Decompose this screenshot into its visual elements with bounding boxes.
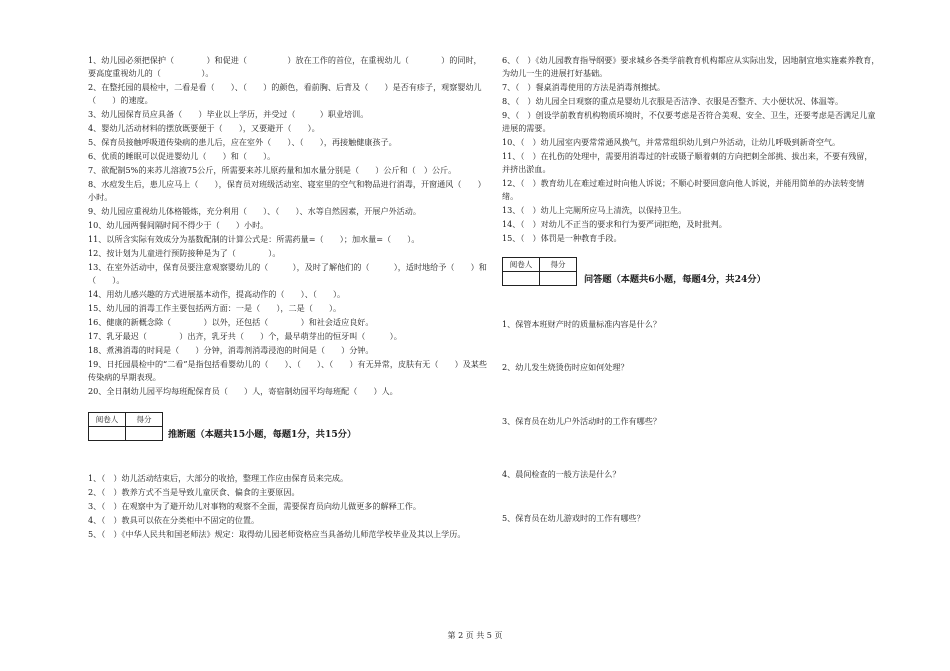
judge-questions-right [502, 54, 880, 245]
judge-question: 5、（ ）《中华人民共和国老师法》规定：取得幼儿园老师资格应当具备幼儿师范学校毕业及其以上学历。 [88, 529, 466, 540]
question: 11、以所含实际有效成分为基数配制的计算公式是：所需药量=（ ）；加水量=（ ）。 [88, 234, 420, 245]
question: 2、在整托园的晨检中，二看是看（ ）、（ ）的颜色，看前胸、后背及（ ）是否有疹子，观察婴幼儿（ ）的速度。 [88, 82, 482, 106]
question: 3、幼儿园保育员应具备（ ）毕业以上学历，并受过（ ）职业培训。 [88, 109, 369, 120]
grader-label: 阅卷人 [89, 413, 126, 427]
qa-question: 5、保育员在幼儿游戏时的工作有哪些？ [502, 513, 645, 524]
qa-section-header [502, 257, 880, 286]
right-column [502, 54, 880, 526]
question: 1、幼儿园必须把保护（ ）和促进（ ）放在工作的首位，在重视幼儿（ ）的同时，要高度重视幼儿的（ ）。 [88, 55, 482, 79]
question: 16、健康的新概念除（ ）以外，还包括（ ）和社会适应良好。 [88, 317, 374, 328]
judge-section-header [88, 412, 488, 441]
score-label: 得分 [126, 413, 163, 427]
question: 10、幼儿园两餐间隔时间不得少于（ ）小时。 [88, 220, 269, 231]
grader-cell[interactable] [89, 427, 126, 441]
score-box [88, 412, 163, 441]
question: 20、全日制幼儿园平均每班配保育员（ ）人，寄宿制幼园平均每班配（ ）人。 [88, 386, 398, 397]
judge-question: 1、（ ）幼儿活动结束后，大部分的收拾，整理工作应由保育员来完成。 [88, 473, 349, 484]
judge-questions-left [88, 472, 488, 541]
qa-section-title: 问答题（本题共6小题，每题4分，共24分） [584, 274, 766, 286]
judge-question: 10、（ ）幼儿园室内要常常通风换气，并常常组织幼儿到户外活动，让幼儿呼吸到新奇空气。 [502, 137, 841, 148]
score-cell[interactable] [126, 427, 163, 441]
question: 12、按计划为儿童进行预防接种是为了（ ）。 [88, 248, 281, 259]
judge-question: 4、（ ）教具可以依在分类柜中不固定的位置。 [88, 515, 260, 526]
score-label: 得分 [540, 258, 577, 272]
judge-question: 15、（ ）体罚是一种教育手段。 [502, 233, 622, 244]
score-cell[interactable] [540, 272, 577, 286]
qa-question: 4、晨间检查的一般方法是什么？ [502, 469, 621, 480]
judge-question: 11、（ ）在扎伤的处理中，需要用消毒过的针或镊子顺着刺的方向把刺全部挑、拔出来，不要有残留，并挤出淤血。 [502, 151, 873, 175]
qa-question: 3、保育员在幼儿户外活动时的工作有哪些？ [502, 416, 661, 427]
question: 19、日托园晨检中的“二看”是指包括看婴幼儿的（ ）、（ ）、（ ）有无异常，皮肤有无（ ）及某些传染病的早期表现。 [88, 359, 487, 383]
judge-question: 14、（ ）对幼儿不正当的要求和行为要严词拒绝，及时批判。 [502, 219, 727, 230]
judge-question: 2、（ ）教养方式不当是导致儿童厌食、偏食的主要原因。 [88, 487, 300, 498]
judge-question: 12、（ ）教育幼儿在难过难过时向他人诉说；不顺心时要回意向他人诉说，并能用简单的办法转变情绪。 [502, 178, 865, 202]
grader-label: 阅卷人 [503, 258, 540, 272]
score-box [502, 257, 577, 286]
question: 18、煮沸消毒的时间是（ ）分钟，消毒剂消毒浸泡的时间是（ ）分钟。 [88, 345, 374, 356]
question: 5、保育员接触呼吸道传染病的患儿后，应在室外（ ）、（ ），再接触健康孩子。 [88, 137, 397, 148]
judge-question: 6、（ ）《幼儿园教育指导纲要》要求城乡各类学前教育机构都应从实际出发，因地制宜地实施素养教育，为幼儿一生的进展打好基础。 [502, 55, 880, 79]
page-footer: 第 2 页 共 5 页 [447, 631, 503, 640]
judge-question: 3、（ ）在观察中为了避开幼儿对事物的观察不全面，需要保育员向幼儿做更多的解释工作。 [88, 501, 421, 512]
qa-questions [502, 318, 880, 525]
judge-question: 7、（ ）餐桌消毒使用的方法是消毒剂擦拭。 [502, 82, 665, 93]
question: 7、欲配制5%的来苏儿溶液75公斤，所需要来苏儿原药量和加水量分别是（ ）公斤和（ ）公斤。 [88, 165, 457, 176]
judge-question: 9、（ ）创设学前教育机构物质环境时，不仅要考虑是否符合美观、安全、卫生，还要考虑是否满足儿童进展的需要。 [502, 110, 876, 134]
question: 14、用幼儿感兴趣的方式进展基本动作，提高动作的（ ）、（ ）。 [88, 289, 346, 300]
judge-question: 13、（ ）幼儿上完厕所应马上清洗，以保持卫生。 [502, 205, 687, 216]
question: 6、优质的睡眠可以促进婴幼儿（ ）和（ ）。 [88, 151, 276, 162]
judge-question: 8、（ ）幼儿园全日观察的重点是婴幼儿衣服是否洁净、衣服是否整齐、大小便状况、体温等。 [502, 96, 844, 107]
question: 15、幼儿园的消毒工作主要包括两方面：一是（ ），二是（ ）。 [88, 303, 342, 314]
question: 4、婴幼儿活动材料的摆放既要便于（ ），又要避开（ ）。 [88, 123, 320, 134]
question: 17、乳牙最迟（ ）出齐，乳牙共（ ）个，最早萌芽出的恒牙叫（ ）。 [88, 331, 402, 342]
judge-section-title: 推断题（本题共15小题，每题1分，共15分） [168, 429, 357, 441]
left-column [88, 54, 488, 542]
question: 13、在室外活动中，保育员要注意观察婴幼儿的（ ），及时了解他们的（ ），适时地给予（ ）和（ ）。 [88, 262, 487, 286]
fill-in-questions [88, 54, 488, 398]
qa-question: 1、保管本班财产时的质量标准内容是什么？ [502, 319, 661, 330]
question: 8、水痘发生后，患儿应马上（ ），保育员对班级活动室、寝室里的空气和物品进行消毒，开窗通风（ ）小时。 [88, 179, 486, 203]
question: 9、幼儿园应重视幼儿体格锻炼，充分利用（ ）、（ ）、水等自然因素，开展户外活动。 [88, 206, 421, 217]
qa-question: 2、幼儿发生烧烫伤时应如何处理？ [502, 362, 629, 373]
grader-cell[interactable] [503, 272, 540, 286]
